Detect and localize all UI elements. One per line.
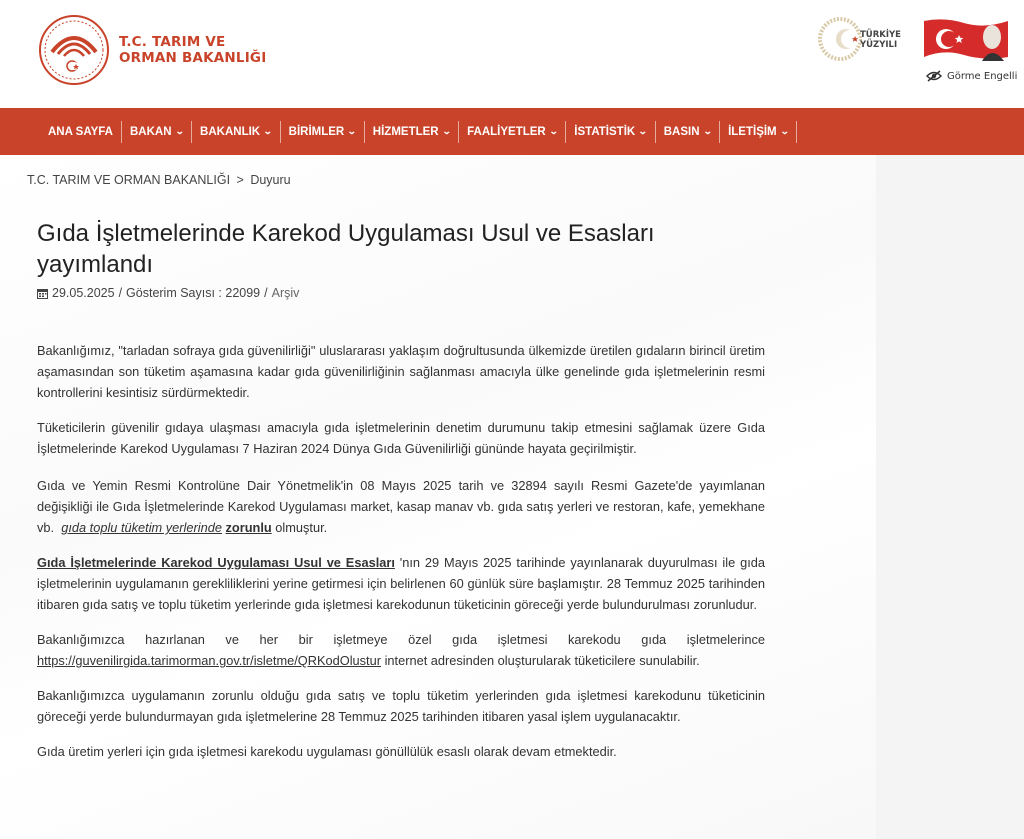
nav-label: İSTATİSTİK (574, 125, 636, 138)
nav-item-basin[interactable] (656, 121, 720, 143)
paragraph-4 (37, 552, 765, 615)
chevron-down-icon: ⌄ (174, 126, 185, 136)
chevron-down-icon: ⌄ (779, 126, 790, 136)
paragraph-3-end: olmuştur. (275, 520, 328, 535)
site-header (0, 0, 1024, 108)
paragraph-1: Bakanlığımız, "tarladan sofraya gıda güvenilirliği" uluslararası yaklaşım doğrultusunda ülkemizde üretilen gıdaların birincil üretim aşamasından son tüketim aşamasına kadar gıda güvenilirliğinin sağlanması amacıyla ülke genelinde gıda işletmelerinin resmi kontrollerini kesintisiz sürdürmektedir. (37, 343, 765, 400)
usul-esaslar-link[interactable]: Gıda İşletmelerinde Karekod Uygulaması Usul ve Esasları (37, 555, 395, 570)
page-title: Gıda İşletmelerinde Karekod Uygulaması Usul ve Esasları yayımlandı (37, 220, 655, 278)
ty-line1: TÜRKİYE (860, 30, 901, 40)
chevron-down-icon: ⌄ (347, 126, 357, 136)
article-meta (37, 286, 299, 300)
nav-label: BİRİMLER (288, 125, 345, 138)
nav-label: BASIN (663, 125, 700, 138)
view-count: Gösterim Sayısı : 22099 (126, 286, 261, 300)
paragraph-3-text: Gıda ve Yemin Resmi Kontrolüne Dair Yönetmelik'in 08 Mayıs 2025 tarih ve 32894 sayılı Resmi Gazete'de yayımlanan değişikliği ile Gıda İşletmelerinde Karekod Uygulaması market, kasap manav vb. gıda satış yerleri ve restoran, kafe, yemekhane vb. (37, 478, 765, 535)
ministry-name[interactable] (119, 34, 266, 66)
breadcrumb (27, 173, 294, 187)
nav-item-ana-sayfa[interactable] (40, 121, 122, 143)
paragraph-5-end: internet adresinden oluşturularak tüketicilere sunulabilir. (384, 653, 700, 668)
meta-separator: / (264, 286, 268, 300)
nav-item-hizmetler[interactable] (365, 121, 459, 143)
nav-label: İLETİŞİM (728, 125, 777, 138)
nav-label: FAALİYETLER (467, 125, 546, 138)
qr-code-url-link[interactable]: https://guvenilirgida.tarimorman.gov.tr/isletme/QRKodOlustur (37, 653, 381, 668)
paragraph-6: Bakanlığımızca uygulamanın zorunlu olduğu gıda satış ve toplu tüketim yerlerinden gıda işletmesi karekodunu tüketicinin göreceği yerde bulundurmayan gıda işletmelerine 28 Temmuz 2025 tarihinden itibaren yasal işlem uygulanacaktır. (37, 688, 765, 724)
ministry-name-line1: T.C. TARIM VE (119, 34, 226, 50)
article-date: 29.05.2025 (52, 286, 115, 300)
main-navigation (0, 108, 1024, 155)
chevron-down-icon: ⌄ (548, 126, 559, 136)
paragraph-3 (37, 475, 765, 538)
eye-slash-icon (926, 70, 942, 82)
paragraph-4-text: 'nın 29 Mayıs 2025 tarihinde yayınlanarak duyurulması ile gıda işletmelerinin uygulamanın gerekliliklerini yerine getirmesi için belirlenen 60 günlük süre başlamıştır. 28 Temmuz 2025 tarihinden itibaren gıda satış ve toplu tüketim yerlerinde gıda işletmesi karekodunun tüketicinin göreceği yerde bulundurulması zorunludur. (37, 555, 765, 612)
nav-item-faaliyetler[interactable] (459, 121, 566, 143)
chevron-down-icon: ⌄ (441, 126, 452, 136)
nav-item-birimler[interactable] (281, 121, 365, 143)
turkiye-yuzyili-text (860, 30, 901, 50)
visually-impaired-label: Görme Engelli (947, 70, 1018, 82)
nav-item-bakanlik[interactable] (192, 121, 281, 143)
toplu-tuketim-emphasis: gıda toplu tüketim yerlerinde (61, 520, 222, 535)
breadcrumb-separator: > (236, 173, 244, 187)
nav-item-bakan[interactable] (122, 121, 192, 143)
chevron-down-icon: ⌄ (702, 126, 713, 136)
breadcrumb-current[interactable]: Duyuru (250, 173, 291, 187)
paragraph-7: Gıda üretim yerleri için gıda işletmesi karekodu uygulaması gönüllülük esaslı olarak devam etmektedir. (37, 744, 617, 759)
chevron-down-icon: ⌄ (638, 126, 648, 136)
nav-item-iletisim[interactable] (720, 121, 797, 143)
paragraph-5 (37, 629, 765, 671)
chevron-down-icon: ⌄ (262, 126, 273, 136)
nav-label: BAKANLIK (200, 125, 261, 138)
archive-link[interactable]: Arşiv (271, 286, 300, 300)
zorunlu-emphasis: zorunlu (225, 520, 272, 535)
nav-label: HİZMETLER (372, 125, 439, 138)
nav-label: BAKAN (129, 125, 172, 138)
paragraph-5-text: Bakanlığımızca hazırlanan ve her bir işletmeye özel gıda işletmesi karekodu gıda işletmelerince (37, 632, 765, 647)
nav-item-istatistik[interactable] (566, 121, 655, 143)
meta-separator: / (118, 286, 123, 300)
ty-line2: YÜZYILI (860, 40, 898, 50)
ministry-name-line2: ORMAN BAKANLIĞI (119, 50, 267, 66)
visually-impaired-link[interactable] (926, 70, 1017, 82)
article-body (37, 340, 765, 776)
calendar-icon (37, 288, 48, 299)
nav-label: ANA SAYFA (48, 125, 113, 138)
ataturk-flag-image[interactable] (924, 17, 1008, 61)
paragraph-2: Tüketicilerin güvenilir gıdaya ulaşması amacıyla gıda işletmelerinin denetim durumunu takip etmesini sağlamak üzere Gıda İşletmelerinde Karekod Uygulaması 7 Haziran 2024 Dünya Gıda Güvenilirliği gününde hayata geçirilmiştir. (37, 420, 765, 456)
breadcrumb-root-link[interactable]: T.C. TARIM VE ORMAN BAKANLIĞI (27, 173, 231, 187)
ministry-logo[interactable] (38, 14, 110, 86)
right-sidebar (876, 155, 1024, 839)
